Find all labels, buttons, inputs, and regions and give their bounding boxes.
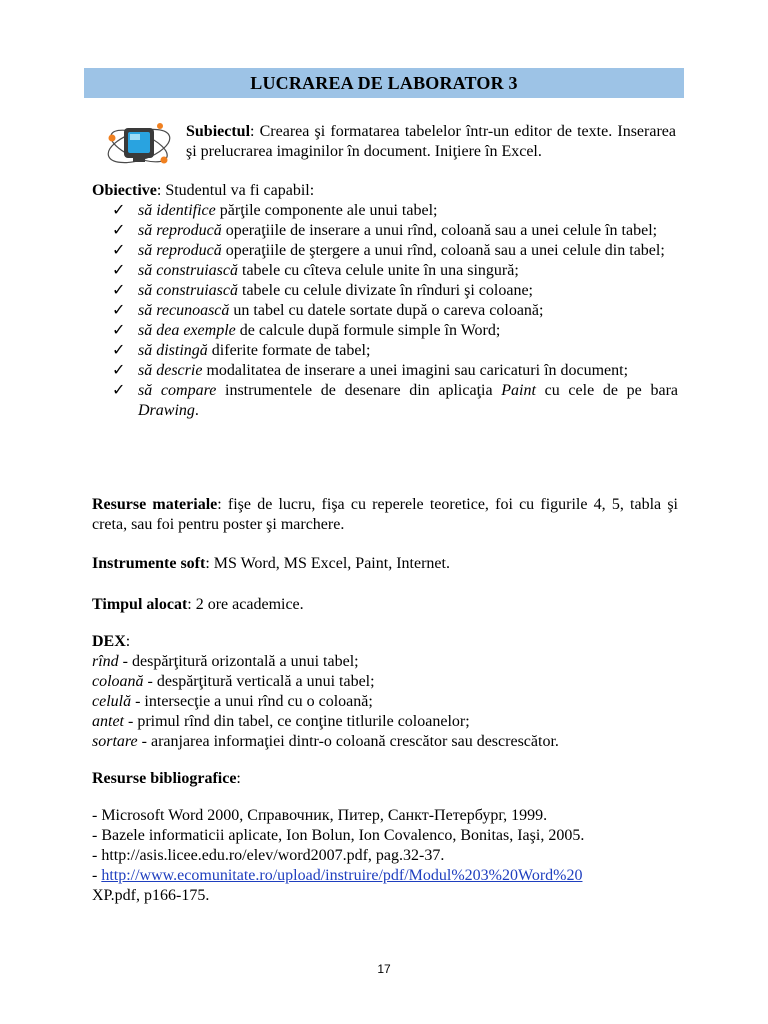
time-text: : 2 ore academice. — [187, 596, 304, 613]
checkmark-icon: ✓ — [112, 202, 126, 219]
resources-text: : fişe de lucru, fişa cu reperele teoretice, foi cu figurile 4, 5, tabla şi creta, sau foi pentru poster şi marchere. — [92, 496, 679, 533]
list-item: - Bazele informaticii aplicate, Ion Bolun, Ion Covalenco, Bonitas, Iaşi, 2005. — [92, 827, 585, 844]
checkmark-icon: ✓ — [112, 382, 126, 399]
list-item: ✓ să recunoască un tabel cu datele sortate după o careva coloană; — [112, 302, 544, 319]
list-item: XP.pdf, p166-175. — [92, 887, 210, 904]
list-item: ✓ să reproducă operaţiile de inserare a unui rînd, coloană sau a unei celule în tabel; — [112, 222, 658, 239]
dex-entry: coloană - despărţitură verticală a unui tabel; — [92, 673, 375, 690]
list-item: - http://www.ecomunitate.ro/upload/instruire/pdf/Modul%203%20Word%20 — [92, 867, 583, 884]
dex-entry: celulă - intersecţie a unui rînd cu o coloană; — [92, 693, 373, 710]
computer-monitor-icon — [104, 116, 174, 174]
list-item: ✓ să dea exemple de calcule după formule simple în Word; — [112, 322, 501, 339]
subject-paragraph — [186, 122, 676, 162]
bibliography-label: Resurse bibliografice — [92, 770, 237, 787]
checkmark-icon: ✓ — [112, 322, 126, 339]
dex-entry: rînd - despărţitură orizontală a unui tabel; — [92, 653, 359, 670]
checkmark-icon: ✓ — [112, 342, 126, 359]
list-item: - http://asis.licee.edu.ro/elev/word2007.pdf, pag.32-37. — [92, 847, 445, 864]
objectives-heading — [92, 181, 678, 201]
checkmark-icon: ✓ — [112, 242, 126, 259]
resources-label: Resurse materiale — [92, 496, 218, 513]
dex-label: DEX — [92, 633, 126, 650]
dex-heading: DEX: — [92, 633, 131, 650]
page-number: 17 — [377, 962, 391, 976]
list-item: ✓ să construiască tabele cu cîteva celule unite în una singură; — [112, 262, 519, 279]
list-item: ✓ să identifice părţile componente ale unui tabel; — [112, 202, 438, 219]
checkmark-icon: ✓ — [112, 282, 126, 299]
list-item: ✓ să descrie modalitatea de inserare a unei imagini sau caricaturi în document; — [112, 362, 629, 379]
title-bar — [84, 68, 684, 98]
resources-paragraph — [92, 495, 678, 535]
objectives-label: Obiective — [92, 182, 157, 199]
software-text: : MS Word, MS Excel, Paint, Internet. — [205, 555, 450, 572]
dex-section — [92, 632, 678, 752]
subject-text: : Crearea şi formatarea tabelelor într-un editor de texte. Inserarea şi prelucrarea imaginilor în document. Iniţiere în Excel. — [186, 123, 676, 160]
software-paragraph — [92, 554, 678, 574]
time-label: Timpul alocat — [92, 596, 188, 613]
software-label: Instrumente soft — [92, 555, 206, 572]
list-item: - Microsoft Word 2000, Справочник, Питер, Санкт-Петербург, 1999. — [92, 807, 548, 824]
bibliography-link[interactable]: http://www.ecomunitate.ro/upload/instruire/pdf/Modul%203%20Word%20 — [101, 867, 583, 884]
time-paragraph — [92, 595, 678, 615]
objectives-section — [92, 181, 678, 421]
bibliography-heading: Resurse bibliografice: — [92, 770, 241, 787]
subject-label: Subiectul — [186, 123, 251, 140]
checkmark-icon: ✓ — [112, 222, 126, 239]
list-item: ✓ să compare instrumentele de desenare din aplicaţia Paint cu cele de pe bara Drawing. — [112, 382, 678, 419]
objectives-intro: : Studentul va fi capabil: — [156, 182, 315, 199]
list-item: ✓ să reproducă operaţiile de ştergere a unui rînd, coloană sau a unei celule din tabel; — [112, 242, 665, 259]
dex-entry: sortare - aranjarea informaţiei dintr-o coloană crescător sau descrescător. — [92, 733, 559, 750]
list-item: ✓ să construiască tabele cu celule divizate în rînduri şi coloane; — [112, 282, 533, 299]
checkmark-icon: ✓ — [112, 362, 126, 379]
bibliography-list — [92, 806, 678, 906]
objectives-list — [92, 201, 678, 421]
checkmark-icon: ✓ — [112, 262, 126, 279]
list-item: ✓ să distingă diferite formate de tabel; — [112, 342, 371, 359]
page-title: LUCRAREA DE LABORATOR 3 — [250, 72, 518, 93]
checkmark-icon: ✓ — [112, 302, 126, 319]
dex-entry: antet - primul rînd din tabel, ce conţine titlurile coloanelor; — [92, 713, 470, 730]
